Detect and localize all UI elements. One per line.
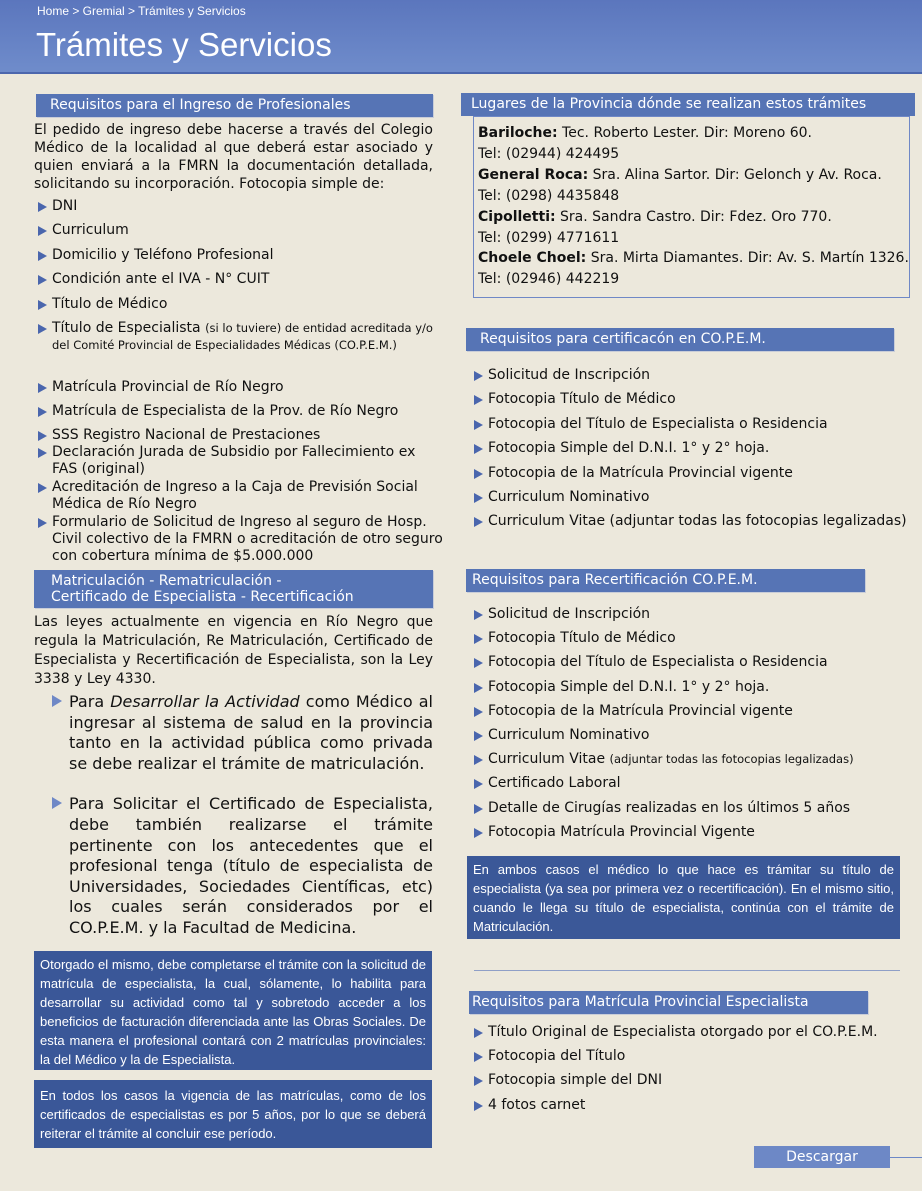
heading-line: Matriculación - Rematriculación - [51,573,282,589]
lugares-heading: Lugares de la Provincia dónde se realizan estos trámites [461,93,915,116]
place-detail: Sra. Alina Sartor. Dir: Gelonch y Av. Roca. [588,166,882,183]
place-tel: Tel: (0299) 4771611 [478,229,620,246]
place-city: Choele Choel: [478,250,587,267]
place-tel: Tel: (02944) 424495 [478,145,620,162]
list-item: Solicitud de Inscripción [469,606,919,630]
ingreso-list [33,198,443,320]
list-item: Acreditación de Ingreso a la Caja de Previsión Social Médica de Río Negro [33,479,443,514]
list-item: Fotocopia del Título [469,1048,919,1072]
place-row [478,248,909,269]
list-item: Domicilio y Teléfono Profesional [33,247,443,271]
heading-line: Certificado de Especialista - Recertificación [51,589,354,605]
text: Para [69,692,111,711]
item-note: (si lo tuviere) de entidad acreditada y/o del Comité Provincial de Especialidades Médicas (CO.P.E.M.) [52,321,433,352]
list-item: Fotocopia Título de Médico [469,630,919,654]
list-item: Fotocopia Matrícula Provincial Vigente [469,824,919,848]
place-tel: Tel: (02946) 442219 [478,271,620,288]
list-item: Curriculum Nominativo [469,727,919,751]
copem-heading: Requisitos para certificacón en CO.P.E.M. [466,328,894,351]
list-item: Fotocopia de la Matrícula Provincial vigente [469,465,919,489]
place-row [478,165,905,186]
place-detail: Tec. Roberto Lester. Dir: Moreno 60. [557,125,813,141]
place-city: General Roca: [478,166,589,183]
list-item: Curriculum Vitae (adjuntar todas las fotocopias legalizadas) [469,513,919,537]
list-item: Declaración Jurada de Subsidio por Fallecimiento ex FAS (original) [33,444,443,479]
list-item: Matrícula de Especialista de la Prov. de Río Negro [33,403,443,427]
place-row [478,123,905,144]
list-item: Fotocopia de la Matrícula Provincial vigente [469,703,919,727]
list-item [52,692,433,774]
page-title: Trámites y Servicios [36,26,332,63]
item-main: Curriculum Vitae [488,751,610,768]
download-line [890,1157,922,1158]
matric-bullets [52,692,433,939]
list-item: Título Original de Especialista otorgado por el CO.P.E.M. [469,1024,919,1048]
breadcrumb[interactable]: Home > Gremial > Trámites y Servicios [37,4,246,18]
list-item [33,320,443,379]
lugares-box [473,116,910,298]
recert-list [469,606,919,848]
matricula-esp-heading: Requisitos para Matrícula Provincial Especialista [469,991,868,1014]
place-city: Cipolletti: [478,208,556,225]
emphasis: Desarrollar la Actividad [110,692,300,711]
list-item: Solicitud de Inscripción [469,367,919,391]
list-item: Fotocopia simple del DNI [469,1072,919,1096]
list-item: Fotocopia Título de Médico [469,391,919,415]
info-box-matricula: Otorgado el mismo, debe completarse el trámite con la solicitud de matrícula de especialista, la cual, sólamente, lo habilita para desarrollar su actividad como tal y sobretodo acceder a los beneficios de facturación diferenciada ante las Obras Sociales. De esta manera el profesional contará con 2 matrículas provinciales: la del Médico y la de Especialista. [34,951,432,1070]
page-header [0,0,922,74]
list-item: Matrícula Provincial de Río Negro [33,379,443,403]
list-item: Detalle de Cirugías realizadas en los últimos 5 años [469,800,919,824]
place-tel: Tel: (0298) 4435848 [478,187,620,204]
download-button[interactable]: Descargar [754,1146,890,1168]
info-box-ambos-casos: En ambos casos el médico lo que hace es trámitar su título de especialista (ya sea por primera vez o recertificación). En el mismo sitio, cuando le llega su título de especialista, continúa con el trámite de Matriculación. [467,856,900,939]
item-note: (adjuntar todas las fotocopias legalizadas) [609,752,854,767]
place-detail: Sra. Sandra Castro. Dir: Fdez. Oro 770. [555,208,832,225]
place-detail: Sra. Mirta Diamantes. Dir: Av. S. Martín 1326. [586,250,909,267]
list-item: Fotocopia Simple del D.N.I. 1° y 2° hoja. [469,679,919,703]
recert-heading: Requisitos para Recertificación CO.P.E.M. [466,569,865,592]
divider [474,970,900,971]
list-item: Título de Médico [33,296,443,320]
matric-heading [34,570,433,608]
ingreso-intro: El pedido de ingreso debe hacerse a través del Colegio Médico de la localidad al que deberá estar asociado y quien enviará a la FMRN la documentación detallada, solicitando su incorporación. Fotocopia simple de: [34,122,433,192]
place-city: Bariloche: [478,125,558,141]
list-item: Formulario de Solicitud de Ingreso al seguro de Hosp. Civil colectivo de la FMRN o acreditación de otro seguro con cobertura mínima de $5.000.000 [33,514,443,565]
info-box-vigencia: En todos los casos la vigencia de las matrículas, como de los certificados de especialistas es por 5 años, por lo que se deberá reiterar el trámite al concluir ese período. [34,1080,432,1148]
list-item: Condición ante el IVA - N° CUIT [33,271,443,295]
ingreso-heading: Requisitos para el Ingreso de Profesionales [36,94,433,117]
matric-intro: Las leyes actualmente en vigencia en Río Negro que regula la Matriculación, Re Matriculación, Certificado de Especialista y Recertificación de Especialista, son la Ley 3338 y Ley 4330. [34,614,433,687]
item-main: Título de Especialista [52,320,206,336]
list-item: Fotocopia Simple del D.N.I. 1° y 2° hoja. [469,440,919,464]
list-item: 4 fotos carnet [469,1097,919,1121]
list-item: Fotocopia del Título de Especialista o Residencia [469,654,919,678]
list-item: Fotocopia del Título de Especialista o Residencia [469,416,919,440]
place-row [478,207,905,228]
list-item: SSS Registro Nacional de Prestaciones [33,427,443,444]
list-item: Curriculum Nominativo [469,489,919,513]
list-item [469,751,919,775]
list-item: Curriculum [33,222,443,246]
list-item: Para Solicitar el Certificado de Especialista, debe también realizarse el trámite pertinente con los antecedentes que el profesional tenga (título de especialista de Universidades, Sociedades Científicas, etc) los cuales serán considerados por el CO.P.E.M. y la Facultad de Medicina. [52,794,433,938]
text: como Médico al ingresar al sistema de salud en la provincia tanto en la actividad pública como privada se debe realizar el trámite de matriculación. [69,692,433,773]
list-item: DNI [33,198,443,222]
matricula-esp-list [469,1024,919,1121]
ingreso-list-2 [33,379,443,565]
list-item: Certificado Laboral [469,775,919,799]
ingreso-especialista [33,320,443,379]
copem-list [469,367,919,538]
